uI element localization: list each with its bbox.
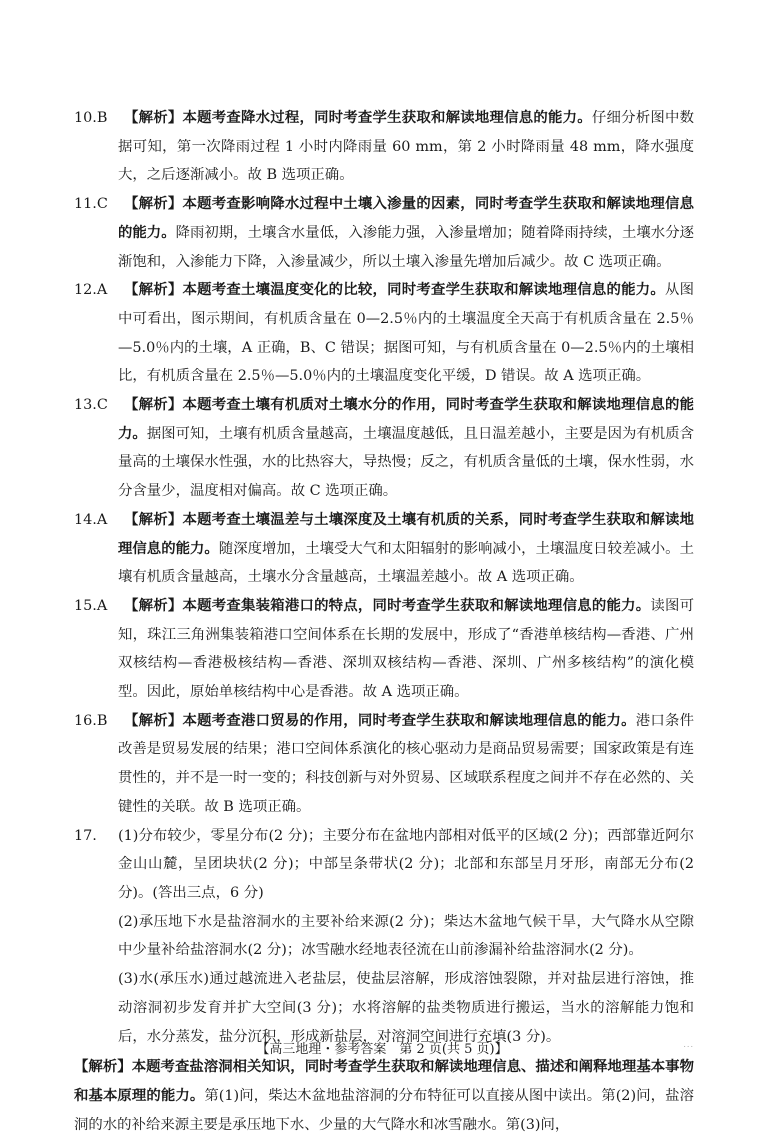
analysis-lead: 本题考查土壤温度变化的比较，同时考查学生获取和解读地理信息的能力。 [182, 281, 665, 299]
analysis-body: 第(1)问，柴达木盆地盐溶洞的分布特征可以直接从图中读出。第(2)问，盐溶洞的水的补给来源主要是承压地下水、少量的大气降水和冰雪融水。第(3)问， [74, 1087, 694, 1133]
item-number: 15.A [74, 597, 108, 614]
answer-item-14 [74, 506, 694, 592]
answer-item-12 [74, 276, 694, 391]
answer-item-15 [74, 592, 694, 707]
analysis-lead: 本题考查土壤温差与土壤深度及土壤有机质的关系，同时考查学生获取和解读地理信息的能力。 [118, 510, 694, 557]
analysis-lead: 本题考查盐溶洞相关知识，同时考查学生获取和解读地理信息、描述和阐释地理基本事物和基本原理的能力。 [74, 1058, 694, 1104]
analysis-lead: 本题考查集装箱港口的特点，同时考查学生获取和解读地理信息的能力。 [182, 596, 651, 614]
answer-item-16 [74, 707, 694, 822]
analysis-tag: 【解析】 [124, 109, 183, 126]
corner-mark: ... [683, 1040, 694, 1049]
analysis-lead: 本题考查港口贸易的作用，同时考查学生获取和解读地理信息的能力。 [182, 711, 636, 729]
analysis-body: 随深度增加，土壤受大气和太阳辐射的影响减小，土壤温度日较差减小。土壤有机质含量越高，土壤水分含量越高，土壤温差越小。故 A 选项正确。 [118, 540, 694, 586]
analysis-tag: 【解析】 [124, 596, 183, 614]
analysis-tag: 【解析】 [124, 195, 183, 213]
analysis-body: 读图可知，珠江三角洲集装箱港口空间体系在长期的发展中，形成了“香港单核结构—香港、广州双核结构—香港极核结构—香港、深圳双核结构—香港、深圳、广州多核结构”的演化模型。因此，原始单核结构中心是香港。故 A 选项正确。 [118, 597, 694, 701]
answer-part-3: (3)水(承压水)通过越流进入老盐层，使盐层溶解，形成溶蚀裂隙，并对盐层进行溶蚀，推动溶洞初步发育并扩大空间(3 分)；水将溶解的盐类物质进行搬运，当水的溶解能力饱和后，水分蒸发，盐分沉积，形成新盐层，对溶洞空间进行充填(3 分)。 [118, 971, 694, 1045]
answer-item-10 [74, 104, 694, 190]
analysis-body: 从图中可看出，图示期间，有机质含量在 0—2.5％内的土壤温度全天高于有机质含量在 2.5％—5.0％内的土壤，A 正确，B、C 错误；据图可知，与有机质含量在 0—2.5％内的土壤相比，有机质含量在 2.5％—5.0％内的土壤温度变化平缓，D 错误。故 A 选项正确。 [118, 282, 694, 385]
item-number: 17. [74, 827, 97, 844]
analysis-tag: 【解析】 [74, 1058, 132, 1076]
analysis-body: 港口条件改善是贸易发展的结果；港口空间体系演化的核心驱动力是商品贸易需要；国家政策是有连贯性的，并不是一时一变的；科技创新与对外贸易、区域联系程度之间并不存在必然的、关键性的关联。故 B 选项正确。 [118, 712, 694, 815]
answer-item-13 [74, 391, 694, 506]
answer-content [74, 104, 694, 1139]
analysis-lead: 本题考查影响降水过程中土壤入渗量的因素，同时考查学生获取和解读地理信息的能力。 [118, 195, 694, 241]
answer-item-11 [74, 190, 694, 276]
analysis-body: 降雨初期，土壤含水量低，入渗能力强，入渗量增加；随着降雨持续，土壤水分逐渐饱和，入渗能力下降，入渗量减少，所以土壤入渗量先增加后减少。故 C 选项正确。 [118, 224, 694, 270]
analysis-tag: 【解析】 [124, 510, 183, 528]
analysis-lead: 本题考查降水过程，同时考查学生获取和解读地理信息的能力。 [182, 109, 592, 126]
analysis-tag: 【解析】 [124, 281, 183, 299]
item-number: 11.C [74, 196, 108, 213]
analysis-body: 据图可知，土壤有机质含量越高，土壤温度越低，且日温差越小，主要是因为有机质含量高的土壤保水性强，水的比热容大，导热慢；反之，有机质含量低的土壤，保水性弱，水分含量少，温度相对偏高。故 C 选项正确。 [118, 425, 694, 500]
analysis-tag: 【解析】 [124, 396, 183, 414]
analysis-body: 仔细分析图中数据可知，第一次降雨过程 1 小时内降雨量 60 mm，第 2 小时降雨量 48 mm，降水强度大，之后逐渐减小。故 B 选项正确。 [118, 110, 694, 184]
answer-part-1: (1)分布较少，零星分布(2 分)；主要分布在盆地内部相对低平的区域(2 分)；西部靠近阿尔金山山麓，呈团块状(2 分)；中部呈条带状(2 分)；北部和东部呈月牙形，南部无分布(2 分)。(答出三点，6 分) [118, 827, 694, 901]
answer-part-2: (2)承压地下水是盐溶洞水的主要补给来源(2 分)；柴达木盆地气候干旱，大气降水从空隙中少量补给盐溶洞水(2 分)；冰雪融水经地表径流在山前渗漏补给盐溶洞水(2 分)。 [118, 913, 694, 959]
item-number: 12.A [74, 282, 108, 299]
analysis-lead: 本题考查土壤有机质对土壤水分的作用，同时考查学生获取和解读地理信息的能力。 [118, 396, 694, 442]
page-footer [0, 1038, 764, 1057]
footer-text: 【高三地理・参考答案 第 2 页(共 5 页)】 [256, 1042, 508, 1057]
item-number: 16.B [74, 712, 108, 729]
item-number: 10.B [74, 110, 108, 126]
item-number: 13.C [74, 397, 108, 414]
item-number: 14.A [74, 511, 108, 528]
analysis-tag: 【解析】 [124, 711, 183, 729]
answer-17-analysis [74, 1053, 694, 1139]
answer-item-17 [74, 822, 694, 1052]
